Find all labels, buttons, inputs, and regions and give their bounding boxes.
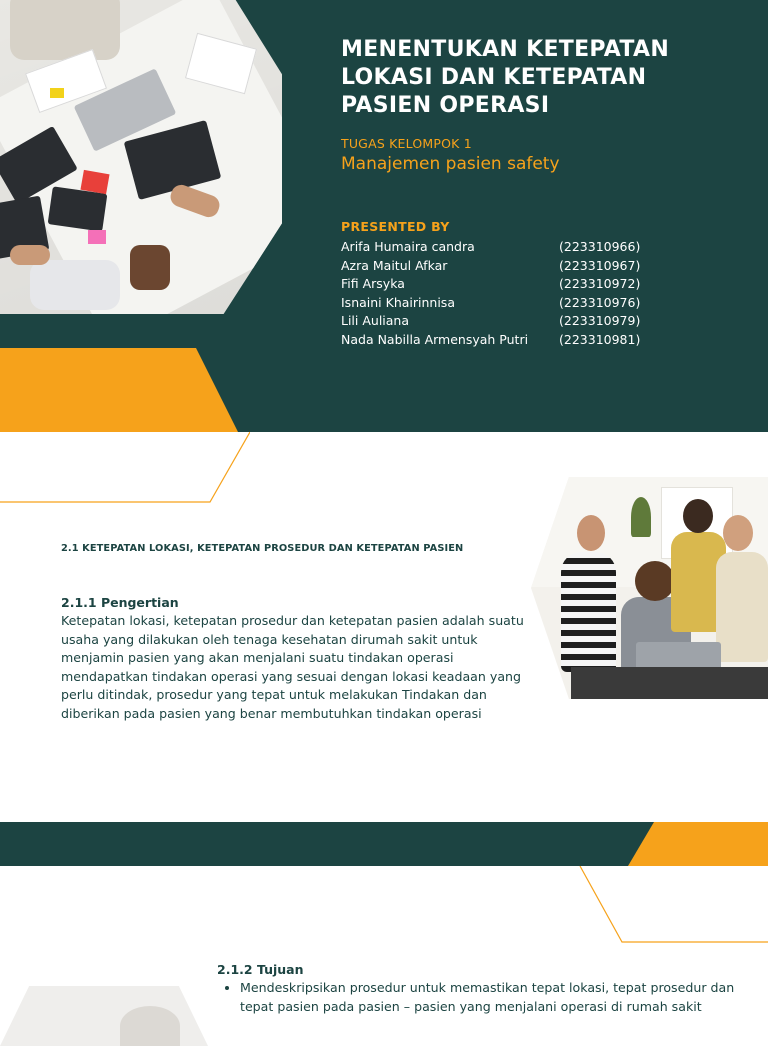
tujuan-list [223, 979, 740, 1016]
member-name: Arifa Humaira candra [341, 239, 475, 254]
task-label: TUGAS KELOMPOK 1 [341, 136, 472, 151]
member-row [341, 294, 641, 313]
team-meeting-photo [0, 0, 282, 314]
member-row [341, 257, 641, 276]
students-laptop-photo [531, 477, 768, 699]
member-nim: (223310972) [559, 276, 641, 291]
pengertian-text: Ketepatan lokasi, ketepatan prosedur dan ketepatan pasien adalah suatu usaha yang dilakukan oleh tenaga kesehatan dirumah sakit untuk menjamin pasien yang akan menjalani suatu tindakan operasi mendapatkan tindakan operasi yang sesuai dengan lokasi keadaan yang perlu ditindak, prosedur yang tepat untuk melakukan Tindakan dan diberikan pada pasien yang benar membutuhkan tindakan operasi [61, 613, 524, 721]
outline-hex-decoration [0, 432, 250, 504]
cover-slide [0, 0, 768, 432]
member-name: Fifi Arsyka [341, 276, 405, 291]
member-name: Isnaini Khairinnisa [341, 294, 455, 310]
member-nim: (223310966) [559, 239, 641, 254]
member-row [341, 331, 641, 350]
member-name: Azra Maitul Afkar [341, 257, 448, 273]
tujuan-heading: 2.1.2 Tujuan [217, 962, 304, 977]
member-row [341, 238, 641, 257]
pengertian-heading: 2.1.1 Pengertian [61, 595, 179, 610]
presented-by-label: PRESENTED BY [341, 219, 450, 234]
list-item: • Mendeskripsikan prosedur untuk memastikan tepat lokasi, tepat prosedur dan tepat pasien pada pasien – pasien yang menjalani operasi di rumah sakit [240, 979, 740, 1016]
orange-accent-shape [0, 348, 238, 432]
section-heading: 2.1 KETEPATAN LOKASI, KETEPATAN PROSEDUR DAN KETEPATAN PASIEN [61, 543, 464, 554]
member-nim: (223310979) [559, 313, 641, 328]
member-row [341, 275, 641, 294]
member-nim: (223310981) [559, 331, 641, 347]
cover-subtitle: Manajemen pasien safety [341, 154, 560, 174]
member-name: Nada Nabilla Armensyah Putri [341, 331, 529, 347]
cover-title: MENENTUKAN KETEPATAN LOKASI DAN KETEPATAN PASIEN OPERASI [341, 37, 670, 118]
member-list [341, 238, 641, 349]
member-name: Lili Auliana [341, 313, 410, 328]
member-row [341, 312, 641, 331]
outline-hex-decoration [578, 866, 768, 944]
member-nim: (223310976) [559, 294, 641, 310]
office-photo [0, 986, 208, 1046]
member-nim: (223310967) [559, 257, 641, 273]
